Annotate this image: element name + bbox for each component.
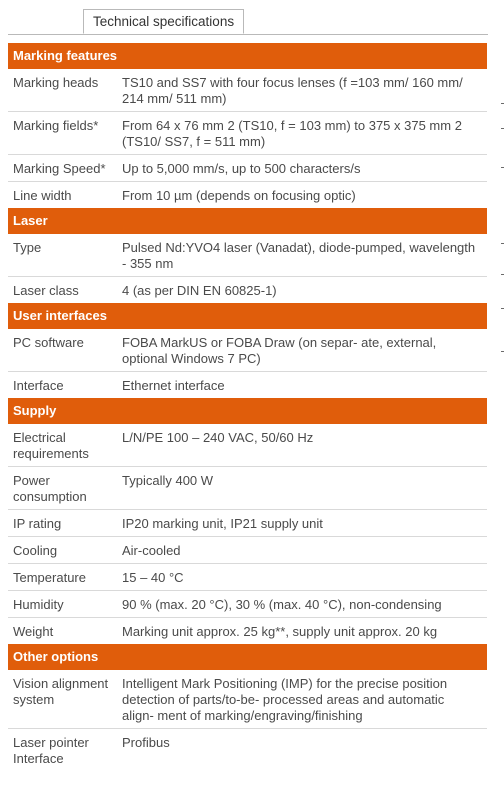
spec-value: 4 (as per DIN EN 60825-1) [122, 283, 277, 298]
table-row [8, 329, 487, 372]
spec-value: 90 % (max. 20 °C), 30 % (max. 40 °C), non-condensing [122, 597, 442, 612]
spec-label: Laser pointer Interface [13, 735, 89, 766]
spec-label: Power consumption [13, 473, 87, 504]
table-row [8, 112, 487, 155]
spec-label: Type [13, 240, 42, 255]
spec-value: 15 – 40 °C [122, 570, 184, 585]
spec-label: Laser class [13, 283, 79, 298]
table-row [8, 424, 487, 467]
spec-label: Temperature [13, 570, 86, 585]
table-row [8, 591, 487, 618]
section-header: Other options [8, 644, 487, 670]
spec-label: Marking fields* [13, 118, 99, 133]
tab-bar [0, 0, 504, 36]
section-header: Supply [8, 398, 487, 424]
spec-label: Humidity [13, 597, 64, 612]
tab-technical-specifications[interactable]: Technical specifications [83, 9, 244, 34]
spec-value: IP20 marking unit, IP21 supply unit [122, 516, 323, 531]
table-row [8, 277, 487, 303]
table-row [8, 537, 487, 564]
spec-value: From 10 µm (depends on focusing optic) [122, 188, 356, 203]
spec-label: IP rating [13, 516, 62, 531]
section-header: Marking features [8, 43, 487, 69]
page-edge-marks [500, 0, 504, 787]
table-row [8, 69, 487, 112]
table-row [8, 564, 487, 591]
spec-value: Typically 400 W [122, 473, 214, 488]
spec-value: Up to 5,000 mm/s, up to 500 characters/s [122, 161, 361, 176]
spec-value: Marking unit approx. 25 kg**, supply unit approx. 20 kg [122, 624, 438, 639]
table-row [8, 182, 487, 208]
table-row [8, 510, 487, 537]
spec-label: Marking heads [13, 75, 99, 90]
spec-value: Ethernet interface [122, 378, 225, 393]
spec-label: Interface [13, 378, 64, 393]
spec-value: TS10 and SS7 with four focus lenses (f =103 mm/ 160 mm/ 214 mm/ 511 mm) [122, 75, 463, 106]
spec-label: Weight [13, 624, 54, 639]
spec-value: Pulsed Nd:YVO4 laser (Vanadat), diode-pumped, wavelength - 355 nm [122, 240, 476, 271]
section-header: User interfaces [8, 303, 487, 329]
table-row [8, 155, 487, 182]
table-row [8, 372, 487, 398]
spec-label: PC software [13, 335, 84, 350]
spec-value: Air-cooled [122, 543, 181, 558]
spec-label: Marking Speed* [13, 161, 106, 176]
table-row [8, 670, 487, 729]
spec-value: From 64 x 76 mm 2 (TS10, f = 103 mm) to 375 x 375 mm 2 (TS10/ SS7, f = 511 mm) [122, 118, 462, 149]
table-row [8, 234, 487, 277]
spec-label: Cooling [13, 543, 58, 558]
spec-label: Vision alignment system [13, 676, 109, 707]
spec-label: Line width [13, 188, 72, 203]
section-header: Laser [8, 208, 487, 234]
specifications-table [8, 43, 487, 771]
spec-value: L/N/PE 100 – 240 VAC, 50/60 Hz [122, 430, 314, 445]
table-row [8, 729, 487, 771]
table-row [8, 467, 487, 510]
spec-value: FOBA MarkUS or FOBA Draw (on separ- ate, external, optional Windows 7 PC) [122, 335, 437, 366]
spec-label: Electrical requirements [13, 430, 89, 461]
spec-value: Profibus [122, 735, 170, 750]
spec-value: Intelligent Mark Positioning (IMP) for the precise position detection of parts/to-be- processed areas and automatic align- ment of marking/engraving/finishing [122, 676, 448, 723]
table-row [8, 618, 487, 644]
tab-underline [8, 34, 488, 35]
